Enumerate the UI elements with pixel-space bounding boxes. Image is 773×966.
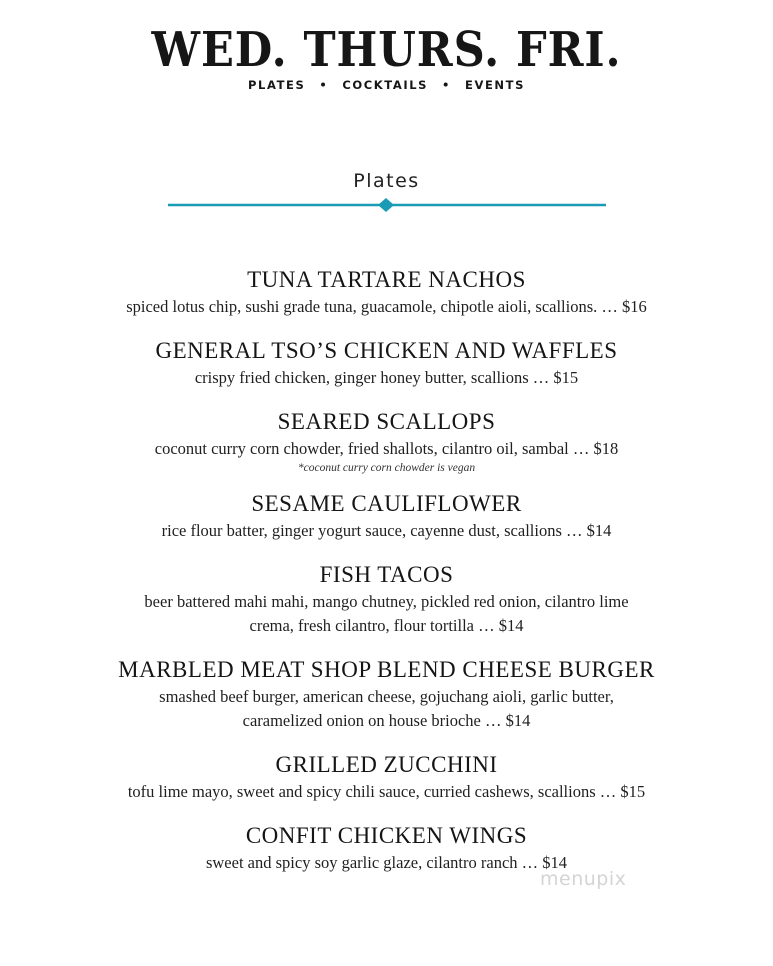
restaurant-logo xyxy=(0,20,773,92)
menu-item-description: sweet and spicy soy garlic glaze, cilantro ranch … $14 xyxy=(205,853,568,872)
menu-item xyxy=(0,561,773,638)
menu-item-name: GENERAL TSO’S CHICKEN AND WAFFLES xyxy=(155,338,618,363)
logo-subtitle xyxy=(0,78,773,92)
menu-item-name: FISH TACOS xyxy=(319,562,454,587)
menu-item-description: coconut curry corn chowder, fried shallots, cilantro oil, sambal … $18 xyxy=(154,439,619,458)
menu-item xyxy=(0,408,773,476)
menu-item xyxy=(0,751,773,804)
section-divider xyxy=(168,197,606,213)
watermark: menupix xyxy=(540,868,627,890)
menu-item-name: CONFIT CHICKEN WINGS xyxy=(245,823,528,848)
menu-item-name: MARBLED MEAT SHOP BLEND CHEESE BURGER xyxy=(118,657,655,682)
menu-item xyxy=(0,656,773,733)
menu-item-name: SESAME CAULIFLOWER xyxy=(251,491,522,516)
logo-subtitle-events: EVENTS xyxy=(465,78,525,92)
menu-item-description-line: beer battered mahi mahi, mango chutney, pickled red onion, cilantro lime xyxy=(144,592,629,611)
menu-item-description: crispy fried chicken, ginger honey butter, scallions … $15 xyxy=(194,368,579,387)
menu-item-name: GRILLED ZUCCHINI xyxy=(275,752,498,777)
menu-item-description-line: caramelized onion on house brioche … $14 xyxy=(242,711,531,730)
menu-item-description: spiced lotus chip, sushi grade tuna, guacamole, chipotle aioli, scallions. … $16 xyxy=(126,297,647,316)
menu-item-name: SEARED SCALLOPS xyxy=(277,409,496,434)
logo-subtitle-plates: PLATES xyxy=(248,78,306,92)
logo-separator: • xyxy=(442,78,451,92)
menu-item-description: rice flour batter, ginger yogurt sauce, cayenne dust, scallions … $14 xyxy=(161,521,612,540)
menu-item xyxy=(0,266,773,319)
logo-subtitle-cocktails: COCKTAILS xyxy=(342,78,429,92)
menu-list xyxy=(0,266,773,875)
menu-item-description-line: smashed beef burger, american cheese, gojuchang aioli, garlic butter, xyxy=(159,687,614,706)
menu-item-note: *coconut curry corn chowder is vegan xyxy=(297,462,476,474)
menu-item-name: TUNA TARTARE NACHOS xyxy=(247,267,526,292)
menu-item-description: tofu lime mayo, sweet and spicy chili sauce, curried cashews, scallions … $15 xyxy=(127,782,646,801)
divider-diamond-icon xyxy=(378,198,394,212)
menu-item xyxy=(0,337,773,390)
menu-item-description-line: crema, fresh cilantro, flour tortilla … $14 xyxy=(249,616,524,635)
section-title: Plates xyxy=(353,170,420,192)
logo-separator: • xyxy=(319,78,329,92)
logo-title: WED. THURS. FRI. xyxy=(151,22,622,78)
menu-item xyxy=(0,490,773,543)
menu-item xyxy=(0,822,773,875)
